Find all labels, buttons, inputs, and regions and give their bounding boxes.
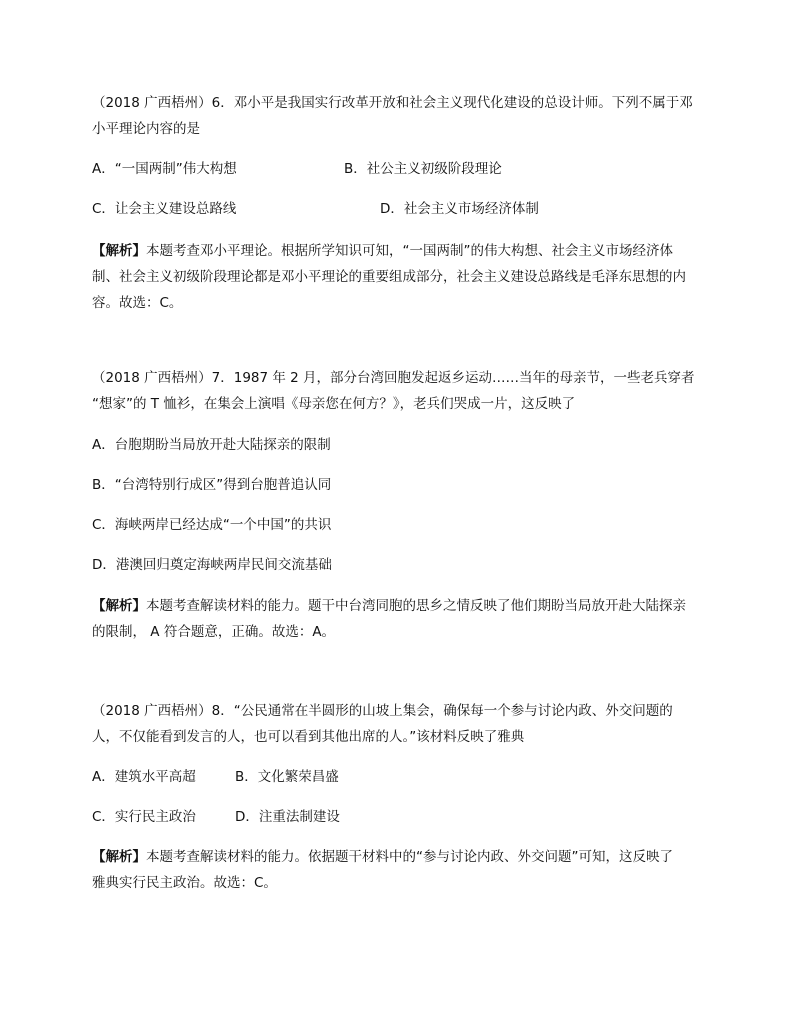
q6-analysis-text-1: 本题考查邓小平理论。根据所学知识可知，“一国两制”的伟大构想、社会主义市场经济体 <box>146 243 673 259</box>
q7-stem-line-2: “想家”的 T 恤衫，在集会上演唱《母亲您在何方？》，老兵们哭成一片，这反映了 <box>92 396 576 412</box>
q8-option-c: C．实行民主政治 <box>92 809 196 825</box>
q6-option-b: B．社公主义初级阶段理论 <box>344 161 502 177</box>
q6-stem-line-1: （2018 广西梧州）6．邓小平是我国实行改革开放和社会主义现代化建设的总设计师。下列不属于邓 <box>92 95 693 111</box>
q7-analysis-text-1: 本题考查解读材料的能力。题干中台湾同胞的思乡之情反映了他们期盼当局放开赴大陆探亲 <box>146 598 686 614</box>
q8-option-b: B．文化繁荣昌盛 <box>235 769 339 785</box>
q6-option-d: D．社会主义市场经济体制 <box>380 201 539 217</box>
q7-option-a: A．台胞期盼当局放开赴大陆探亲的限制 <box>92 437 331 453</box>
q6-option-c: C．让会主义建设总路线 <box>92 201 237 217</box>
q7-analysis-tag: 【解析】 <box>92 598 146 614</box>
q7-option-c: C．海峡两岸已经达成“一个中国”的共识 <box>92 517 332 533</box>
q8-stem-line-2: 人，不仅能看到发言的人，也可以看到其他出席的人。”该材料反映了雅典 <box>92 729 525 745</box>
q7-analysis-line-1 <box>92 597 686 615</box>
q6-analysis-line-3: 容。故选：C。 <box>92 295 183 311</box>
q6-option-a: A．“一国两制”伟大构想 <box>92 161 237 177</box>
q6-analysis-line-2: 制、社会主义初级阶段理论都是邓小平理论的重要组成部分，社会主义建设总路线是毛泽东思想的内 <box>92 269 686 285</box>
q6-analysis-line-1 <box>92 242 673 260</box>
q7-option-b: B．“台湾特别行成区”得到台胞普追认同 <box>92 477 332 493</box>
q8-option-d: D．注重法制建设 <box>235 809 340 825</box>
q8-analysis-tag: 【解析】 <box>92 849 146 865</box>
q8-option-a: A．建筑水平高超 <box>92 769 196 785</box>
q6-analysis-tag: 【解析】 <box>92 243 146 259</box>
q7-stem-line-1: （2018 广西梧州）7．1987 年 2 月，部分台湾回胞发起返乡运动……当年的母亲节，一些老兵穿者 <box>92 370 695 386</box>
q8-analysis-text-1: 本题考查解读材料的能力。依据题干材料中的“参与讨论内政、外交问题”可知，这反映了 <box>146 849 673 865</box>
q8-stem-line-1: （2018 广西梧州）8．“公民通常在半圆形的山坡上集会，确保每一个参与讨论内政、外交问题的 <box>92 703 673 719</box>
q7-analysis-line-2: 的限制， A 符合题意，正确。故选：A。 <box>92 624 336 640</box>
q8-analysis-line-1 <box>92 848 673 866</box>
q6-stem-line-2: 小平理论内容的是 <box>92 121 200 137</box>
q7-option-d: D．港澳回归奠定海峡两岸民间交流基础 <box>92 557 332 573</box>
q8-analysis-line-2: 雅典实行民主政治。故选：C。 <box>92 875 277 891</box>
